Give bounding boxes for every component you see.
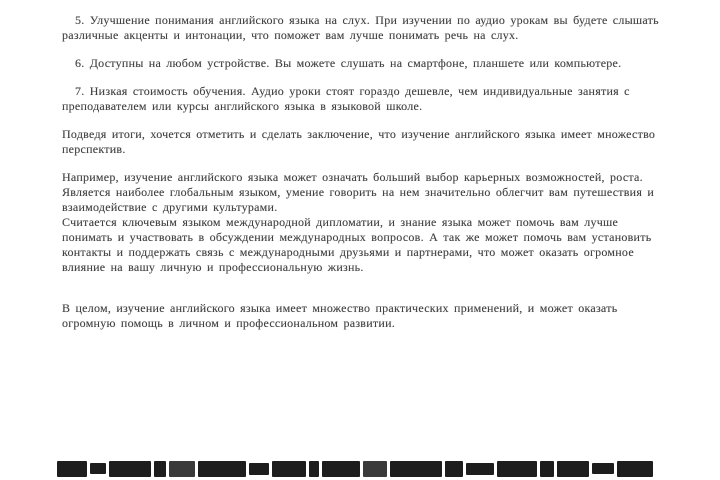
redacted-block (249, 463, 269, 475)
paragraph-text: 6. Доступны на любом устройстве. Вы можете слушать на смартфоне, планшете или компьютере. (75, 56, 622, 70)
redacted-block (57, 461, 87, 477)
redacted-block (309, 461, 319, 477)
paragraph (62, 127, 659, 157)
redacted-block (322, 461, 360, 477)
redacted-block (154, 461, 166, 477)
paragraph-text: Считается ключевым языком международной дипломатии, и знание языка может помочь вам лучше понимать и участвовать в обсуждении международных вопросов. А так же может помочь вам установить контакты и поддержать связь с международными друзьями и партнерами, что может оказать огромное влияние на вашу личную и профессиональную жизнь. (62, 215, 652, 274)
paragraph (62, 56, 659, 71)
redacted-block (445, 461, 463, 477)
redacted-block (557, 461, 589, 477)
redacted-block (169, 461, 195, 477)
paragraph-text: Подведя итоги, хочется отметить и сделать заключение, что изучение английского языка имеет множество перспектив. (62, 127, 656, 156)
paragraph (62, 13, 659, 43)
paragraph-text: Является наиболее глобальным языком, умение говорить на нем значительно облегчит вам путешествия и взаимодействие с другими культурами. (62, 185, 655, 214)
redacted-block (363, 461, 387, 477)
paragraph-text: Например, изучение английского языка может означать больший выбор карьерных возможностей, роста. (62, 170, 643, 184)
paragraph-text: 7. Низкая стоимость обучения. Аудио уроки стоят гораздо дешевле, чем индивидуальные занятия с преподавателем или курсы английского языка в языковой школе. (62, 84, 630, 113)
redacted-block (109, 461, 151, 477)
paragraph (62, 84, 659, 114)
document-page (62, 13, 659, 344)
redacted-block (198, 461, 246, 477)
redacted-block (497, 461, 537, 477)
paragraph-text: 5. Улучшение понимания английского языка на слух. При изучении по аудио урокам вы будете слышать различные акценты и интонации, что поможет вам лучше понимать речь на слух. (62, 13, 659, 42)
redacted-block (540, 461, 554, 477)
redacted-block (592, 463, 614, 474)
paragraph-text: В целом, изучение английского языка имеет множество практических применений, и может оказать огромную помощь в личном и профессиональном развитии. (62, 301, 618, 330)
redacted-block (90, 463, 106, 474)
redacted-block (617, 461, 653, 477)
paragraph (62, 170, 659, 275)
paragraph (62, 301, 659, 331)
redacted-block (466, 463, 494, 475)
redacted-block (272, 461, 306, 477)
redacted-block (390, 461, 442, 477)
redacted-line (57, 460, 657, 477)
